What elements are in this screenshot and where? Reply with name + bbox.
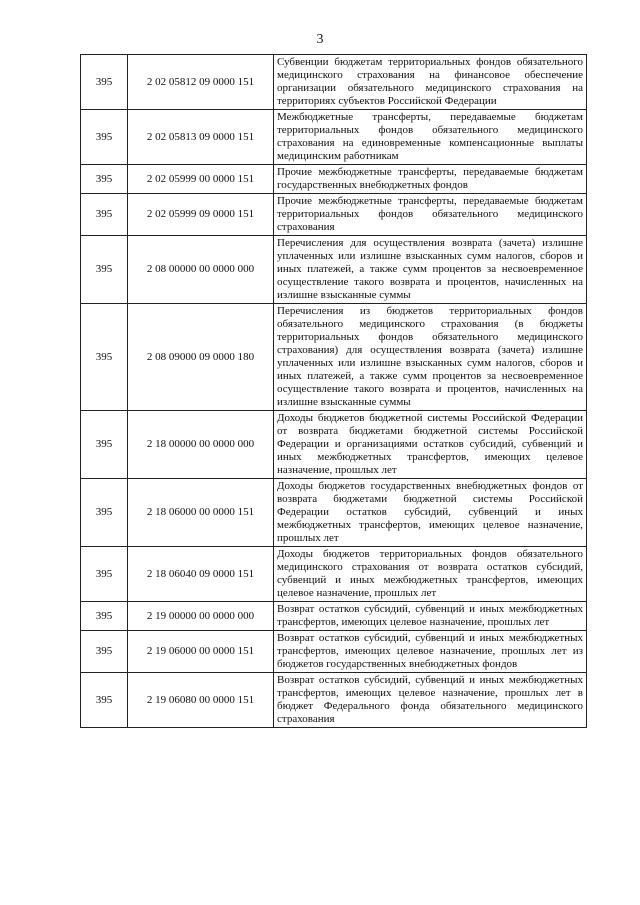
budget-code-cell: 2 08 09000 09 0000 180: [128, 304, 274, 411]
admin-code-cell: 395: [81, 304, 128, 411]
budget-code-cell: 2 19 06080 00 0000 151: [128, 673, 274, 728]
table-row: [81, 631, 587, 673]
income-name-cell: Перечисления из бюджетов территориальных фондов обязательного медицинского страхования (в бюджеты территориальных фондов обязательного медицинского страхования) для осуществления возврата (зачета) излишне уплаченных или излишне взысканных сумм налогов, сборов и иных платежей, а также сумм процентов за несвоевременное осуществление такого возврата и процентов, начисленных на излишне взысканные суммы: [274, 304, 587, 411]
table-row: [81, 55, 587, 110]
admin-code-cell: 395: [81, 236, 128, 304]
table-row: [81, 479, 587, 547]
income-name-cell: Возврат остатков субсидий, субвенций и иных межбюджетных трансфертов, имеющих целевое назначение, прошлых лет: [274, 602, 587, 631]
table-row: [81, 236, 587, 304]
admin-code-cell: 395: [81, 673, 128, 728]
admin-code-cell: 395: [81, 547, 128, 602]
admin-code-cell: 395: [81, 194, 128, 236]
table-row: [81, 165, 587, 194]
page-number: 3: [316, 32, 324, 47]
budget-code-cell: 2 02 05999 09 0000 151: [128, 194, 274, 236]
table-row: [81, 673, 587, 728]
budget-code-cell: 2 02 05812 09 0000 151: [128, 55, 274, 110]
admin-code-cell: 395: [81, 631, 128, 673]
budget-code-cell: 2 02 05813 09 0000 151: [128, 110, 274, 165]
income-name-cell: Доходы бюджетов бюджетной системы Российской Федерации от возврата бюджетами бюджетной системы Российской Федерации и организациями остатков субсидий, субвенций и иных межбюджетных трансфертов, имеющих целевое назначение, прошлых лет: [274, 411, 587, 479]
table-row: [81, 602, 587, 631]
income-name-cell: Возврат остатков субсидий, субвенций и иных межбюджетных трансфертов, имеющих целевое назначение, прошлых лет из бюджетов государственных внебюджетных фондов: [274, 631, 587, 673]
budget-code-cell: 2 18 00000 00 0000 000: [128, 411, 274, 479]
income-name-cell: Прочие межбюджетные трансферты, передаваемые бюджетам государственных внебюджетных фондов: [274, 165, 587, 194]
budget-code-cell: 2 19 00000 00 0000 000: [128, 602, 274, 631]
income-name-cell: Перечисления для осуществления возврата (зачета) излишне уплаченных или излишне взысканных сумм налогов, сборов и иных платежей, а также сумм процентов за несвоевременное осуществление такого возврата и процентов, начисленных на излишне взысканные суммы: [274, 236, 587, 304]
table-row: [81, 304, 587, 411]
admin-code-cell: 395: [81, 110, 128, 165]
budget-codes-table: [80, 54, 587, 728]
budget-code-cell: 2 02 05999 00 0000 151: [128, 165, 274, 194]
income-name-cell: Доходы бюджетов территориальных фондов обязательного медицинского страхования от возврата остатков субсидий, субвенций и иных межбюджетных трансфертов, имеющих целевое назначение, прошлых лет: [274, 547, 587, 602]
admin-code-cell: 395: [81, 602, 128, 631]
table-row: [81, 547, 587, 602]
income-name-cell: Межбюджетные трансферты, передаваемые бюджетам территориальных фондов обязательного медицинского страхования на единовременные компенсационные выплаты медицинским работникам: [274, 110, 587, 165]
admin-code-cell: 395: [81, 479, 128, 547]
budget-code-cell: 2 08 00000 00 0000 000: [128, 236, 274, 304]
income-name-cell: Прочие межбюджетные трансферты, передаваемые бюджетам территориальных фондов обязательного медицинского страхования: [274, 194, 587, 236]
table-row: [81, 194, 587, 236]
income-name-cell: Возврат остатков субсидий, субвенций и иных межбюджетных трансфертов, имеющих целевое назначение, прошлых лет в бюджет Федерального фонда обязательного медицинского страхования: [274, 673, 587, 728]
table-row: [81, 110, 587, 165]
table-row: [81, 411, 587, 479]
budget-code-cell: 2 18 06000 00 0000 151: [128, 479, 274, 547]
budget-code-cell: 2 19 06000 00 0000 151: [128, 631, 274, 673]
income-name-cell: Субвенции бюджетам территориальных фондов обязательного медицинского страхования на финансовое обеспечение организации обязательного медицинского страхования на территориях субъектов Российской Федерации: [274, 55, 587, 110]
admin-code-cell: 395: [81, 411, 128, 479]
admin-code-cell: 395: [81, 165, 128, 194]
admin-code-cell: 395: [81, 55, 128, 110]
budget-code-cell: 2 18 06040 09 0000 151: [128, 547, 274, 602]
income-name-cell: Доходы бюджетов государственных внебюджетных фондов от возврата бюджетами бюджетной системы Российской Федерации остатков субсидий, субвенций и иных межбюджетных трансфертов, имеющих целевое назначение, прошлых лет: [274, 479, 587, 547]
